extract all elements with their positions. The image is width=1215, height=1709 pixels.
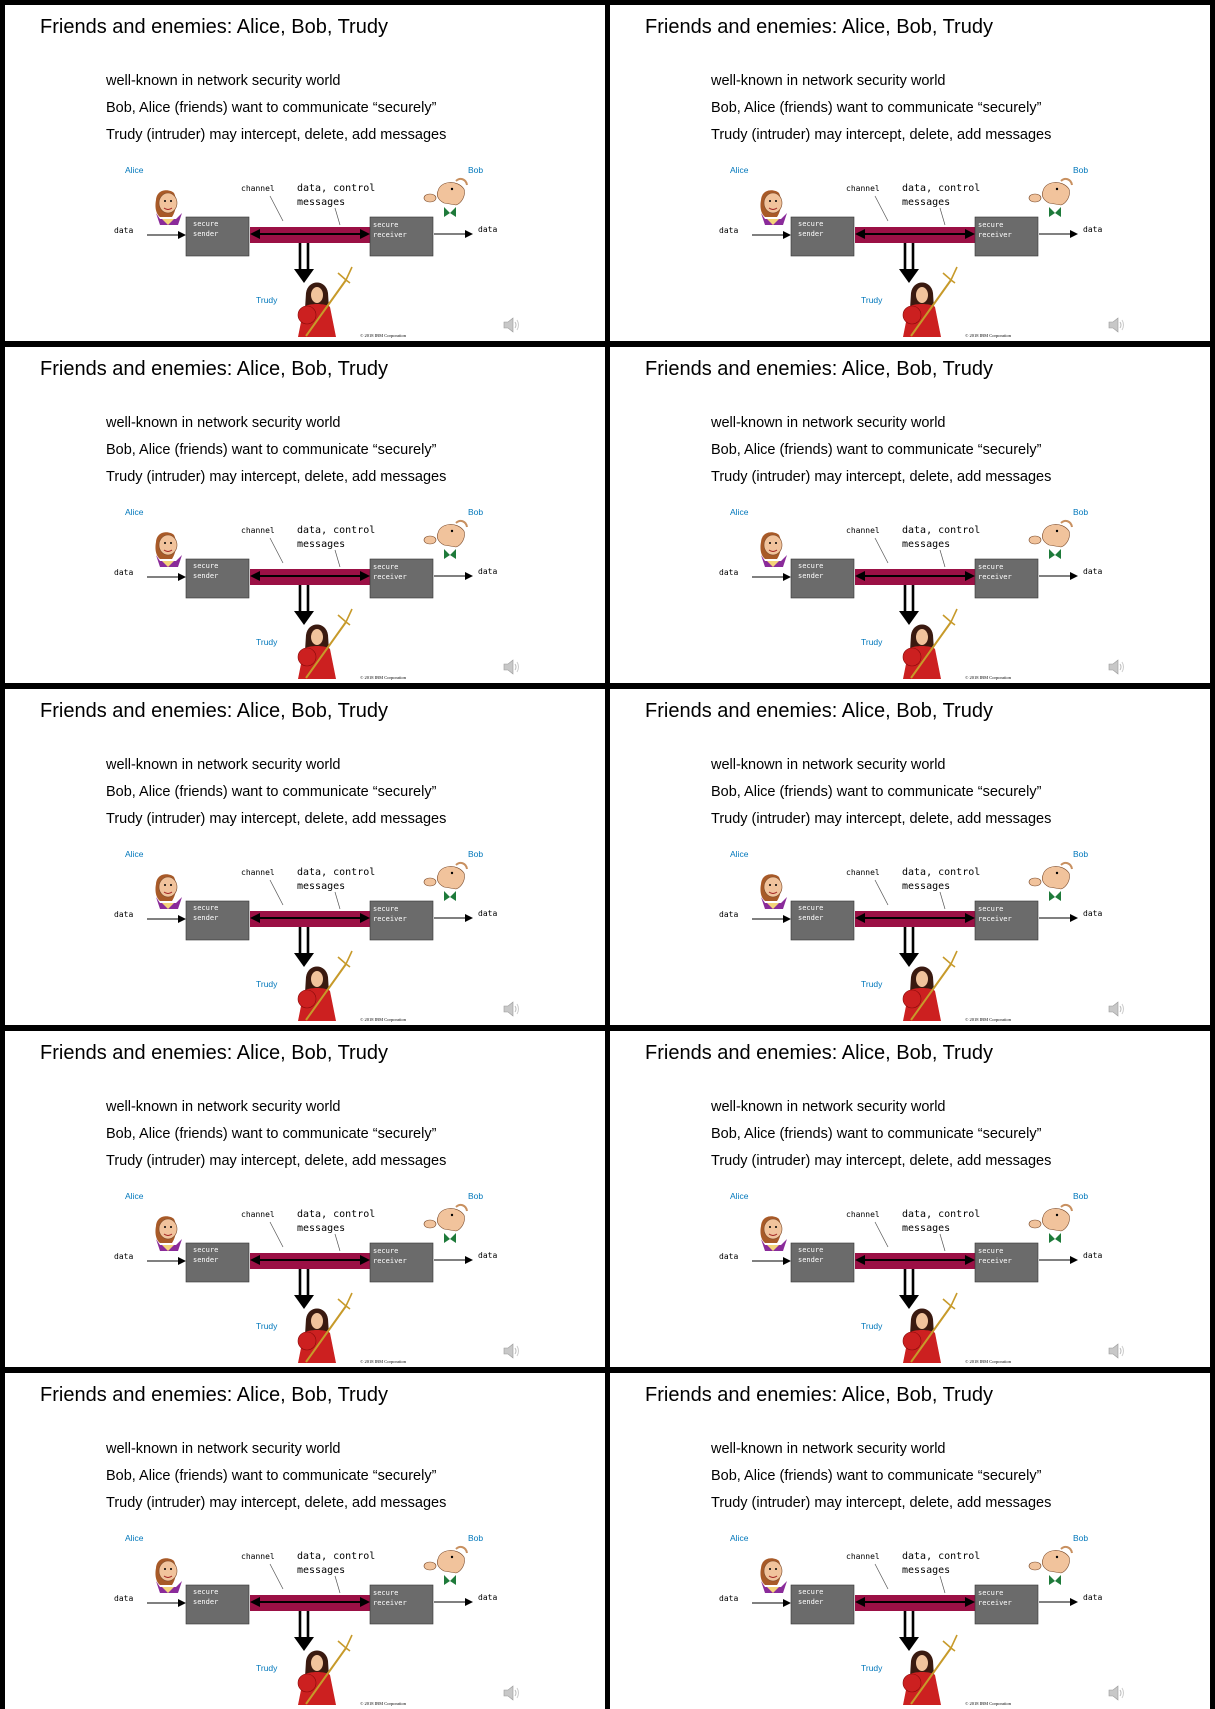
- data-in-label: data: [719, 568, 739, 577]
- slide-thumbnail-8[interactable]: [610, 1031, 1210, 1367]
- bullet-item: Trudy (intruder) may intercept, delete, add messages: [711, 1495, 1052, 1511]
- bob-label: Bob: [1073, 1533, 1089, 1543]
- slide-title: Friends and enemies: Alice, Bob, Trudy: [40, 700, 388, 722]
- bullet-item: Bob, Alice (friends) want to communicate “securely”: [711, 442, 1042, 458]
- alice-bob-trudy-diagram: [100, 839, 520, 1025]
- sender-label-2: sender: [798, 1598, 824, 1606]
- alice-label: Alice: [730, 507, 749, 517]
- bob-label: Bob: [1073, 165, 1089, 175]
- slide-title: Friends and enemies: Alice, Bob, Trudy: [645, 16, 993, 38]
- messages-label-2: messages: [902, 881, 951, 892]
- bullet-item: Bob, Alice (friends) want to communicate “securely”: [711, 1468, 1042, 1484]
- bullet-item: well-known in network security world: [106, 757, 341, 773]
- channel-label: channel: [846, 184, 880, 193]
- bullet-item: Trudy (intruder) may intercept, delete, add messages: [711, 127, 1052, 143]
- receiver-label-2: receiver: [978, 1257, 1012, 1265]
- sender-label-1: secure: [798, 220, 824, 228]
- alice-label: Alice: [730, 1533, 749, 1543]
- sender-label-1: secure: [798, 904, 824, 912]
- bob-icon: [424, 179, 467, 217]
- sender-label-1: secure: [798, 1588, 824, 1596]
- receiver-label-2: receiver: [373, 1257, 407, 1265]
- receiver-label-1: secure: [978, 221, 1004, 229]
- alice-icon: [760, 874, 787, 909]
- slide-title: Friends and enemies: Alice, Bob, Trudy: [40, 16, 388, 38]
- slide-thumbnail-6[interactable]: [610, 689, 1210, 1025]
- bob-label: Bob: [468, 1533, 484, 1543]
- bullet-list: [106, 1094, 446, 1175]
- alice-icon: [155, 532, 182, 567]
- copyright-text: © 2018 IBM Corporation: [360, 675, 407, 680]
- data-out-label: data: [478, 1251, 498, 1260]
- sender-label-2: sender: [798, 230, 824, 238]
- data-out-label: data: [1083, 1593, 1103, 1602]
- data-out-label: data: [478, 909, 498, 918]
- copyright-text: © 2018 IBM Corporation: [965, 1359, 1012, 1364]
- sender-label-1: secure: [193, 1588, 219, 1596]
- messages-label-1: data, control: [902, 867, 981, 878]
- data-out-label: data: [478, 225, 498, 234]
- data-out-label: data: [1083, 1251, 1103, 1260]
- data-out-label: data: [1083, 225, 1103, 234]
- copyright-text: © 2018 IBM Corporation: [360, 1701, 407, 1706]
- alice-label: Alice: [125, 1533, 144, 1543]
- copyright-text: © 2018 IBM Corporation: [360, 1359, 407, 1364]
- slide-thumbnail-4[interactable]: [610, 347, 1210, 683]
- messages-label-1: data, control: [902, 1209, 981, 1220]
- bullet-item: Trudy (intruder) may intercept, delete, add messages: [711, 811, 1052, 827]
- channel-label: channel: [241, 526, 275, 535]
- bullet-item: Trudy (intruder) may intercept, delete, add messages: [106, 811, 447, 827]
- bullet-item: well-known in network security world: [711, 1441, 946, 1457]
- trudy-label: Trudy: [861, 637, 883, 647]
- slide-title: Friends and enemies: Alice, Bob, Trudy: [40, 358, 388, 380]
- sender-label-1: secure: [193, 562, 219, 570]
- channel-label: channel: [241, 184, 275, 193]
- channel-label: channel: [241, 1552, 275, 1561]
- slide-thumbnail-5[interactable]: [5, 689, 605, 1025]
- sender-label-1: secure: [193, 1246, 219, 1254]
- receiver-label-2: receiver: [978, 915, 1012, 923]
- slide-title: Friends and enemies: Alice, Bob, Trudy: [40, 1042, 388, 1064]
- slide-thumbnail-7[interactable]: [5, 1031, 605, 1367]
- slide-thumbnail-2[interactable]: [610, 5, 1210, 341]
- alice-icon: [155, 1216, 182, 1251]
- messages-label-2: messages: [902, 197, 951, 208]
- bob-icon: [1029, 521, 1072, 559]
- receiver-label-1: secure: [978, 1589, 1004, 1597]
- alice-label: Alice: [125, 849, 144, 859]
- alice-bob-trudy-diagram: [100, 497, 520, 683]
- messages-label-2: messages: [902, 539, 951, 550]
- sender-label-1: secure: [193, 904, 219, 912]
- speaker-icon[interactable]: [1107, 1684, 1127, 1702]
- messages-label-2: messages: [297, 881, 346, 892]
- receiver-label-2: receiver: [373, 231, 407, 239]
- bullet-list: [711, 1094, 1051, 1175]
- slide-title: Friends and enemies: Alice, Bob, Trudy: [645, 358, 993, 380]
- receiver-label-1: secure: [373, 563, 399, 571]
- data-in-label: data: [114, 910, 134, 919]
- receiver-label-1: secure: [373, 1589, 399, 1597]
- messages-label-2: messages: [902, 1565, 951, 1576]
- bullet-item: Trudy (intruder) may intercept, delete, add messages: [711, 469, 1052, 485]
- data-in-label: data: [114, 568, 134, 577]
- copyright-text: © 2018 IBM Corporation: [965, 1017, 1012, 1022]
- trudy-label: Trudy: [861, 1321, 883, 1331]
- trudy-label: Trudy: [861, 979, 883, 989]
- alice-label: Alice: [730, 849, 749, 859]
- speaker-icon[interactable]: [1107, 658, 1127, 676]
- sender-label-2: sender: [798, 914, 824, 922]
- receiver-label-2: receiver: [978, 573, 1012, 581]
- bob-icon: [424, 863, 467, 901]
- bob-icon: [424, 521, 467, 559]
- bob-icon: [1029, 863, 1072, 901]
- receiver-label-2: receiver: [978, 1599, 1012, 1607]
- speaker-icon[interactable]: [502, 658, 522, 676]
- slide-thumbnail-1[interactable]: [5, 5, 605, 341]
- messages-label-1: data, control: [297, 867, 376, 878]
- sender-label-2: sender: [193, 1598, 219, 1606]
- alice-label: Alice: [125, 1191, 144, 1201]
- messages-label-2: messages: [297, 1223, 346, 1234]
- bullet-item: Bob, Alice (friends) want to communicate “securely”: [106, 784, 437, 800]
- bob-label: Bob: [1073, 1191, 1089, 1201]
- bullet-item: Bob, Alice (friends) want to communicate “securely”: [711, 100, 1042, 116]
- trudy-label: Trudy: [861, 295, 883, 305]
- sender-label-1: secure: [798, 562, 824, 570]
- trudy-label: Trudy: [861, 1663, 883, 1673]
- messages-label-1: data, control: [297, 1551, 376, 1562]
- messages-label-1: data, control: [297, 1209, 376, 1220]
- data-in-label: data: [719, 1252, 739, 1261]
- bullet-item: well-known in network security world: [711, 757, 946, 773]
- alice-bob-trudy-diagram: [100, 1181, 520, 1367]
- slide-title: Friends and enemies: Alice, Bob, Trudy: [645, 1042, 993, 1064]
- alice-label: Alice: [730, 165, 749, 175]
- bullet-list: [106, 68, 446, 149]
- channel-label: channel: [846, 1552, 880, 1561]
- slide-thumbnail-10[interactable]: [610, 1373, 1210, 1709]
- bullet-item: well-known in network security world: [711, 73, 946, 89]
- speaker-icon[interactable]: [1107, 316, 1127, 334]
- messages-label-1: data, control: [902, 183, 981, 194]
- slide-title: Friends and enemies: Alice, Bob, Trudy: [645, 700, 993, 722]
- channel-label: channel: [241, 868, 275, 877]
- copyright-text: © 2018 IBM Corporation: [360, 1017, 407, 1022]
- bullet-item: well-known in network security world: [711, 415, 946, 431]
- bullet-item: Trudy (intruder) may intercept, delete, add messages: [106, 469, 447, 485]
- bullet-list: [106, 1436, 446, 1517]
- channel-label: channel: [846, 526, 880, 535]
- alice-icon: [155, 1558, 182, 1593]
- data-out-label: data: [1083, 909, 1103, 918]
- messages-label-2: messages: [902, 1223, 951, 1234]
- sender-label-2: sender: [193, 914, 219, 922]
- trudy-label: Trudy: [256, 979, 278, 989]
- speaker-icon[interactable]: [502, 1342, 522, 1360]
- sender-label-1: secure: [798, 1246, 824, 1254]
- receiver-label-1: secure: [978, 563, 1004, 571]
- bob-icon: [424, 1547, 467, 1585]
- slide-thumbnail-3[interactable]: [5, 347, 605, 683]
- data-in-label: data: [719, 910, 739, 919]
- messages-label-2: messages: [297, 1565, 346, 1576]
- trudy-label: Trudy: [256, 637, 278, 647]
- messages-label-2: messages: [297, 197, 346, 208]
- bob-icon: [1029, 1205, 1072, 1243]
- messages-label-1: data, control: [297, 525, 376, 536]
- bullet-item: well-known in network security world: [106, 1099, 341, 1115]
- receiver-label-2: receiver: [373, 915, 407, 923]
- bob-label: Bob: [468, 849, 484, 859]
- trudy-label: Trudy: [256, 295, 278, 305]
- speaker-icon[interactable]: [502, 316, 522, 334]
- alice-icon: [760, 532, 787, 567]
- slide-thumbnail-9[interactable]: [5, 1373, 605, 1709]
- speaker-icon[interactable]: [1107, 1000, 1127, 1018]
- channel-label: channel: [846, 868, 880, 877]
- bullet-item: Trudy (intruder) may intercept, delete, add messages: [106, 1495, 447, 1511]
- alice-bob-trudy-diagram: [100, 155, 520, 341]
- sender-label-1: secure: [193, 220, 219, 228]
- bullet-list: [711, 410, 1051, 491]
- data-in-label: data: [114, 1594, 134, 1603]
- slide-title: Friends and enemies: Alice, Bob, Trudy: [645, 1384, 993, 1406]
- alice-bob-trudy-diagram: [705, 839, 1125, 1025]
- bob-label: Bob: [468, 1191, 484, 1201]
- bob-label: Bob: [468, 507, 484, 517]
- copyright-text: © 2018 IBM Corporation: [965, 333, 1012, 338]
- slide-title: Friends and enemies: Alice, Bob, Trudy: [40, 1384, 388, 1406]
- data-in-label: data: [114, 1252, 134, 1261]
- alice-icon: [155, 874, 182, 909]
- bob-icon: [424, 1205, 467, 1243]
- alice-bob-trudy-diagram: [100, 1523, 520, 1709]
- bullet-list: [106, 410, 446, 491]
- alice-icon: [760, 1216, 787, 1251]
- bob-icon: [1029, 1547, 1072, 1585]
- alice-label: Alice: [125, 165, 144, 175]
- receiver-label-2: receiver: [373, 573, 407, 581]
- bullet-item: well-known in network security world: [106, 1441, 341, 1457]
- sender-label-2: sender: [193, 572, 219, 580]
- bullet-list: [711, 1436, 1051, 1517]
- alice-icon: [155, 190, 182, 225]
- alice-icon: [760, 190, 787, 225]
- bullet-item: Bob, Alice (friends) want to communicate “securely”: [106, 1468, 437, 1484]
- bullet-item: Trudy (intruder) may intercept, delete, add messages: [106, 1153, 447, 1169]
- copyright-text: © 2018 IBM Corporation: [965, 675, 1012, 680]
- data-in-label: data: [719, 226, 739, 235]
- bullet-list: [106, 752, 446, 833]
- sender-label-2: sender: [193, 1256, 219, 1264]
- bullet-item: Bob, Alice (friends) want to communicate “securely”: [711, 1126, 1042, 1142]
- bob-icon: [1029, 179, 1072, 217]
- bullet-item: well-known in network security world: [711, 1099, 946, 1115]
- alice-bob-trudy-diagram: [705, 1523, 1125, 1709]
- channel-label: channel: [846, 1210, 880, 1219]
- receiver-label-1: secure: [373, 1247, 399, 1255]
- bullet-item: Trudy (intruder) may intercept, delete, add messages: [711, 1153, 1052, 1169]
- data-out-label: data: [1083, 567, 1103, 576]
- speaker-icon[interactable]: [502, 1684, 522, 1702]
- copyright-text: © 2018 IBM Corporation: [360, 333, 407, 338]
- receiver-label-1: secure: [373, 221, 399, 229]
- bullet-item: Bob, Alice (friends) want to communicate “securely”: [106, 1126, 437, 1142]
- messages-label-2: messages: [297, 539, 346, 550]
- alice-label: Alice: [730, 1191, 749, 1201]
- bob-label: Bob: [1073, 507, 1089, 517]
- bullet-item: well-known in network security world: [106, 415, 341, 431]
- speaker-icon[interactable]: [1107, 1342, 1127, 1360]
- receiver-label-1: secure: [978, 905, 1004, 913]
- bob-label: Bob: [468, 165, 484, 175]
- receiver-label-2: receiver: [978, 231, 1012, 239]
- sender-label-2: sender: [798, 572, 824, 580]
- messages-label-1: data, control: [902, 1551, 981, 1562]
- bullet-list: [711, 752, 1051, 833]
- messages-label-1: data, control: [902, 525, 981, 536]
- messages-label-1: data, control: [297, 183, 376, 194]
- alice-bob-trudy-diagram: [705, 1181, 1125, 1367]
- receiver-label-1: secure: [373, 905, 399, 913]
- data-in-label: data: [719, 1594, 739, 1603]
- alice-icon: [760, 1558, 787, 1593]
- receiver-label-2: receiver: [373, 1599, 407, 1607]
- channel-label: channel: [241, 1210, 275, 1219]
- data-out-label: data: [478, 567, 498, 576]
- trudy-label: Trudy: [256, 1321, 278, 1331]
- bullet-item: Bob, Alice (friends) want to communicate “securely”: [711, 784, 1042, 800]
- copyright-text: © 2018 IBM Corporation: [965, 1701, 1012, 1706]
- bullet-list: [711, 68, 1051, 149]
- bob-label: Bob: [1073, 849, 1089, 859]
- data-in-label: data: [114, 226, 134, 235]
- bullet-item: well-known in network security world: [106, 73, 341, 89]
- alice-label: Alice: [125, 507, 144, 517]
- sender-label-2: sender: [798, 1256, 824, 1264]
- bullet-item: Bob, Alice (friends) want to communicate “securely”: [106, 442, 437, 458]
- receiver-label-1: secure: [978, 1247, 1004, 1255]
- bullet-item: Bob, Alice (friends) want to communicate “securely”: [106, 100, 437, 116]
- bullet-item: Trudy (intruder) may intercept, delete, add messages: [106, 127, 447, 143]
- speaker-icon[interactable]: [502, 1000, 522, 1018]
- alice-bob-trudy-diagram: [705, 155, 1125, 341]
- alice-bob-trudy-diagram: [705, 497, 1125, 683]
- sender-label-2: sender: [193, 230, 219, 238]
- data-out-label: data: [478, 1593, 498, 1602]
- trudy-label: Trudy: [256, 1663, 278, 1673]
